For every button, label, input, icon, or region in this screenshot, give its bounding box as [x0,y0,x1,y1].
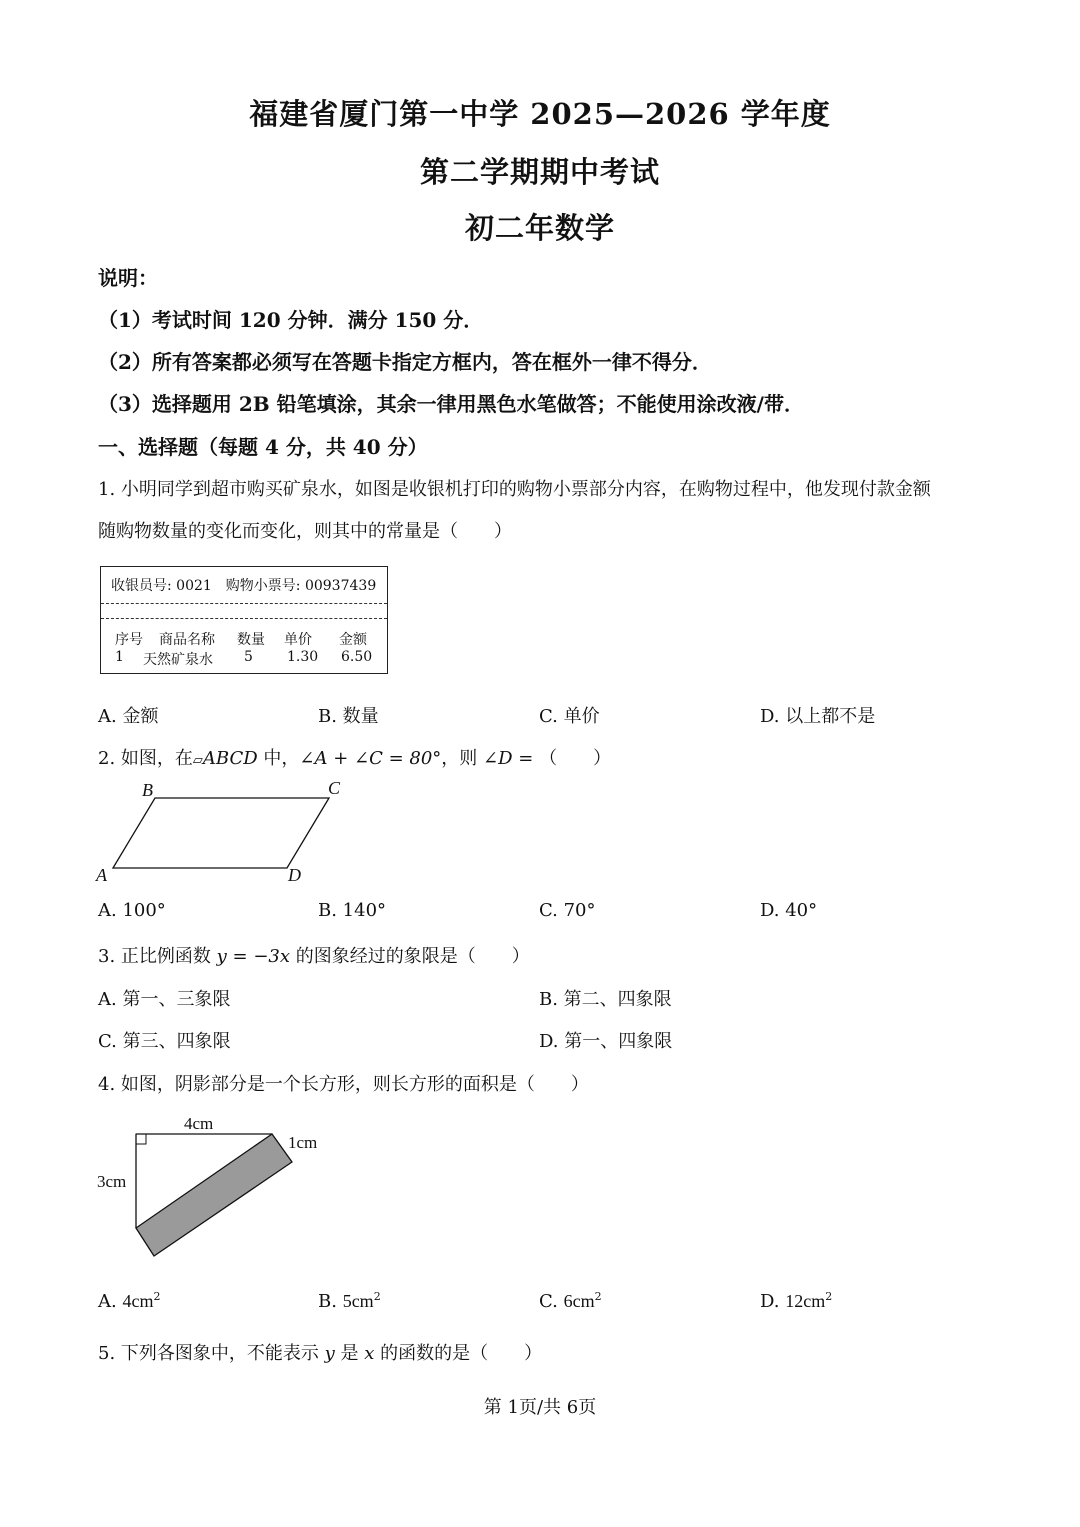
parallelogram-abcd [113,798,329,868]
function-formula: y = −3x [216,946,291,967]
question-1-text-cont: 随购物数量的变化而变化，则其中的常量是（ ） [98,521,512,542]
receipt-cell: 5 [244,649,253,665]
instructions-heading: 说明： [98,266,158,290]
receipt-cell: 1 [115,649,124,665]
question-2-text: 2. 如图，在▱ABCD 中，∠A + ∠C = 80°，则 ∠D = （ ） [98,748,612,769]
shopping-receipt [100,566,388,674]
q2-option-b: B. 140° [318,900,387,921]
q2-option-a: A. 100° [98,900,166,921]
label-left-length: 3cm [97,1172,127,1191]
receipt-divider [101,618,387,619]
label-a: A [96,865,107,885]
exam-title: 福建省厦门第一中学 2025—2026 学年度 [249,97,831,131]
q1-option-d: D. 以上都不是 [760,706,876,727]
parallelogram-figure [92,776,352,888]
q4-option-c: C. $6cm^2$ [539,1290,602,1312]
label-width: 1cm [288,1133,318,1152]
q1-option-c: C. 单价 [539,706,600,727]
q1-option-a: A. 金额 [98,706,159,727]
receipt-col-header: 数量 [237,632,265,648]
instruction-item: （3）选择题用 2B 铅笔填涂，其余一律用黑色水笔做答；不能使用涂改液/带． [98,392,804,416]
instruction-item: （2）所有答案都必须写在答题卡指定方框内，答在框外一律不得分． [98,350,712,374]
page-number: 第 1页/共 6页 [483,1397,597,1418]
q2-option-d: D. 40° [760,900,818,921]
q3-option-c: C. 第三、四象限 [98,1031,231,1052]
question-5-text: 5. 下列各图象中，不能表示 y 是 x 的函数的是（ ） [98,1343,543,1364]
triangle-rectangle-figure [92,1110,332,1262]
q4-option-b: B. $5cm^2$ [318,1290,381,1312]
receipt-cell: 天然矿泉水 [143,652,213,668]
q3-option-b: B. 第二、四象限 [539,989,672,1010]
q4-option-d: D. $12cm^2$ [760,1290,833,1312]
question-3-text: 3. 正比例函数 y = −3x 的图象经过的象限是（ ） [98,946,530,967]
exam-subtitle: 第二学期期中考试 [419,155,660,189]
label-d: D [288,865,301,885]
label-c: C [328,778,341,798]
receipt-header: 收银员号: 0021 购物小票号: 00937439 [111,578,377,594]
q1-option-b: B. 数量 [318,706,379,727]
instruction-item: （1）考试时间 120 分钟．满分 150 分． [98,308,484,332]
section-heading: 一、选择题（每题 4 分，共 40 分） [98,435,428,459]
q2-option-c: C. 70° [539,900,596,921]
q3-option-a: A. 第一、三象限 [98,989,231,1010]
label-b: B [142,780,153,800]
q4-option-a: A. $4cm^2$ [98,1290,161,1312]
receipt-col-header: 商品名称 [159,632,215,648]
question-4-text: 4. 如图，阴影部分是一个长方形，则长方形的面积是（ ） [98,1074,589,1095]
receipt-col-header: 序号 [115,632,143,648]
receipt-cell: 6.50 [341,649,373,665]
receipt-col-header: 单价 [284,632,312,648]
label-top-length: 4cm [184,1114,214,1133]
parallelogram-symbol: ▱ [192,753,203,768]
receipt-cell: 1.30 [287,649,319,665]
receipt-col-header: 金额 [339,632,367,648]
exam-subject: 初二年数学 [464,211,615,245]
receipt-divider [101,603,387,604]
q3-option-d: D. 第一、四象限 [539,1031,673,1052]
question-1-text: 1. 小明同学到超市购买矿泉水，如图是收银机打印的购物小票部分内容，在购物过程中，他发现付款金额 [98,479,931,500]
